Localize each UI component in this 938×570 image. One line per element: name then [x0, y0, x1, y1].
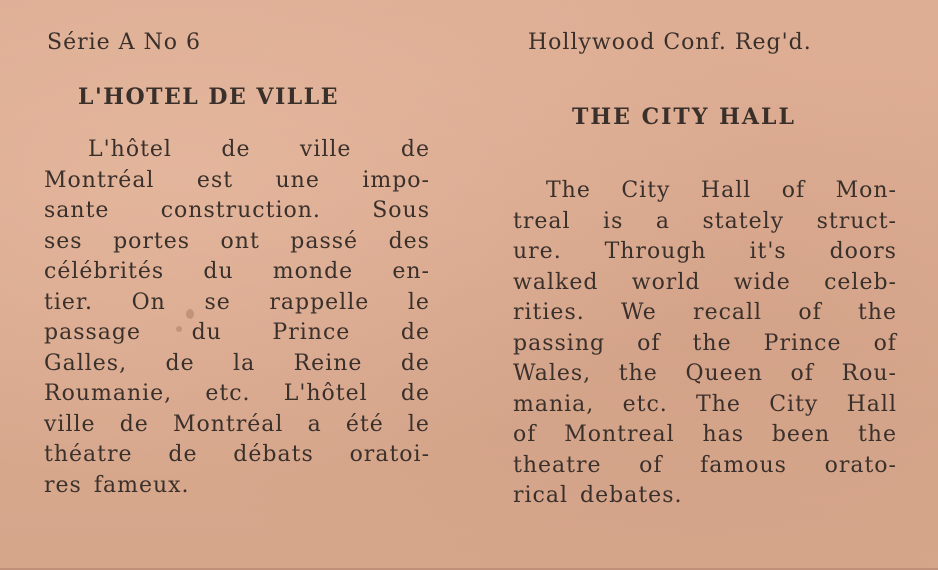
word: Reine [293, 350, 363, 376]
word: rappelle [269, 289, 370, 315]
word: se [204, 289, 231, 315]
word: de [221, 137, 251, 162]
word: struct- [816, 208, 897, 234]
text-line [44, 288, 430, 319]
word: Prince [763, 330, 842, 356]
word: de [168, 442, 198, 467]
word: Hall [700, 178, 752, 203]
word: sante [44, 198, 110, 223]
word: est [196, 167, 234, 193]
word: mania, [513, 391, 595, 417]
word: L'hôtel [283, 381, 368, 406]
word: Prince [272, 320, 351, 345]
word: passage [44, 320, 141, 345]
text-line [44, 349, 430, 380]
word: de [119, 411, 149, 437]
english-title: THE CITY HALL [572, 104, 796, 130]
word: du [191, 320, 222, 345]
word: le [407, 289, 430, 315]
word: impo- [362, 167, 430, 193]
text-line [44, 379, 430, 410]
word: of [637, 330, 661, 356]
word: Rou- [841, 361, 897, 386]
word: ville [44, 411, 96, 437]
text-line [513, 481, 897, 512]
text-line [513, 298, 897, 329]
word: We [620, 300, 657, 325]
word: construction. [160, 198, 321, 223]
word: celeb- [824, 269, 897, 295]
word: Queen [685, 361, 763, 386]
word: theatre [513, 452, 602, 478]
text-line [44, 166, 430, 197]
word: The [546, 178, 591, 203]
word: célébrités [44, 259, 165, 284]
french-title: L'HOTEL DE VILLE [78, 84, 339, 110]
word: oratoi- [349, 442, 430, 467]
word: Galles, [44, 350, 128, 376]
word: la [233, 350, 256, 376]
word: it's [749, 239, 787, 264]
word: Sous [372, 198, 430, 223]
text-line [513, 268, 897, 299]
word: stately [702, 208, 785, 234]
word: rities. [513, 300, 585, 325]
word: City [769, 391, 819, 417]
word: de [165, 350, 195, 376]
text-line [44, 196, 430, 227]
word: the [692, 330, 732, 356]
word: des [388, 228, 430, 254]
word: a [307, 411, 322, 437]
word: passing [513, 330, 606, 356]
word: de [400, 320, 430, 345]
text-line [44, 410, 430, 441]
word: de [400, 381, 430, 406]
word: tier. [44, 289, 93, 315]
word: On [131, 289, 166, 315]
word: the [857, 422, 897, 447]
word: the [618, 361, 658, 386]
word: Wales, [513, 361, 592, 386]
word: ont [220, 228, 260, 254]
word: orato- [824, 452, 897, 478]
french-text [44, 135, 430, 501]
word: res [44, 472, 82, 498]
word: été [345, 411, 384, 437]
word: théatre [44, 442, 133, 467]
stain-mark [176, 326, 182, 332]
word: ure. [513, 239, 562, 264]
word: wide [733, 269, 791, 295]
word: doors [829, 239, 897, 264]
word: L'hôtel [88, 137, 172, 162]
word: has [702, 422, 745, 447]
word: Montréal [172, 411, 284, 437]
text-line [44, 227, 430, 258]
text-line [513, 207, 897, 238]
stain-mark [186, 309, 194, 319]
text-line [513, 237, 897, 268]
word: of [513, 422, 537, 447]
word: de [400, 350, 430, 376]
word: Through [604, 239, 707, 264]
word: treal [513, 208, 571, 234]
word: une [275, 167, 320, 193]
word: fameux. [93, 472, 190, 498]
publisher-mark: Hollywood Conf. Reg'd. [528, 30, 812, 55]
english-text [513, 176, 897, 512]
word: Montreal [564, 422, 675, 447]
word: the [857, 300, 897, 325]
word: world [631, 269, 701, 295]
text-line [513, 359, 897, 390]
word: etc. [622, 391, 668, 417]
word: of [873, 330, 897, 356]
text-line [513, 176, 897, 207]
word: Montréal [44, 167, 155, 193]
word: le [407, 411, 430, 437]
word: The [696, 391, 741, 417]
word: is [603, 208, 624, 234]
text-line [44, 318, 430, 349]
text-line [44, 440, 430, 471]
word: monde [272, 259, 354, 284]
word: City [621, 178, 671, 203]
word: ville [299, 137, 352, 162]
word: Mon- [835, 178, 897, 203]
word: Roumanie, [44, 381, 173, 406]
word: de [400, 137, 430, 162]
word: du [203, 259, 234, 284]
series-number: Série A No 6 [47, 30, 202, 55]
word: Hall [846, 391, 897, 417]
word: of [639, 452, 663, 478]
text-line [44, 257, 430, 288]
text-line [513, 420, 897, 451]
word: rical [513, 483, 569, 508]
word: of [790, 361, 814, 386]
word: been [771, 422, 831, 447]
word: walked [513, 269, 599, 295]
word: debates. [580, 483, 683, 508]
word: ses [44, 228, 83, 254]
word: of [798, 300, 822, 325]
word: recall [693, 300, 763, 325]
word: portes [113, 228, 191, 254]
word: en- [392, 259, 430, 284]
text-line [513, 390, 897, 421]
word: débats [233, 442, 314, 467]
word: famous [700, 452, 787, 478]
word: a [655, 208, 670, 234]
word: passé [290, 228, 359, 254]
text-line [44, 471, 430, 502]
text-line [513, 451, 897, 482]
word: etc. [205, 381, 251, 406]
word: of [781, 178, 806, 203]
text-line [44, 135, 430, 166]
text-line [513, 329, 897, 360]
